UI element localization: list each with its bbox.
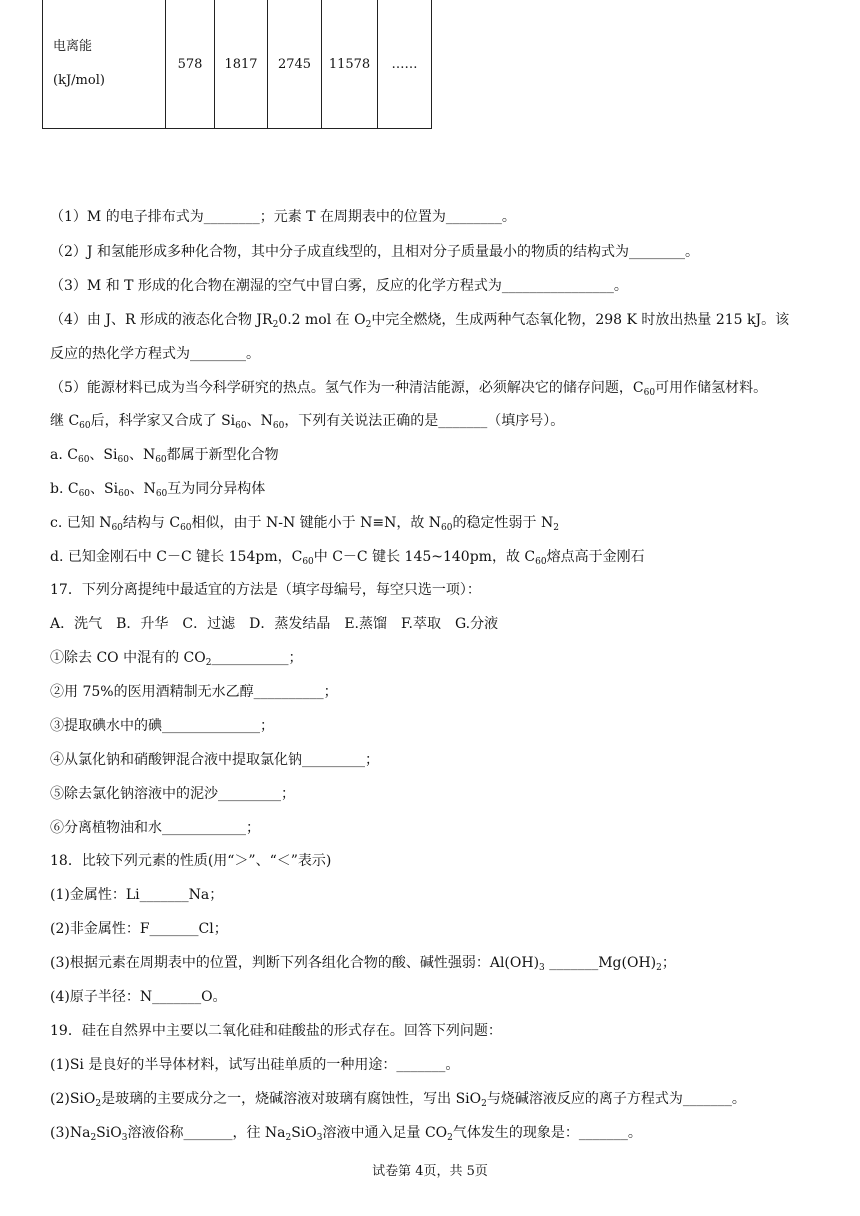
q16-option-d: d. 已知金刚石中 C－C 键长 154pm，$C_{60}$中 C－C 键长 145~140pm，故 $C_{60}$熔点高于金刚石: [50, 549, 645, 567]
q19-item1: (1)Si 是良好的半导体材料，试写出硅单质的一种用途：_______。: [50, 1057, 460, 1073]
q16-part4-line1: （4）由 J、R 形成的液态化合物 $JR_20.2$ mol 在 $O_2$中完全燃烧，生成两种气态氧化物，298 K 时放出热量 215 kJ。该: [50, 312, 790, 330]
q16-part2: （2）J 和氢能形成多种化合物，其中分子成直线型的，且相对分子质量最小的物质的结构式为________。: [50, 244, 699, 260]
q16-part3: （3）M 和 T 形成的化合物在潮湿的空气中冒白雾，反应的化学方程式为________________。: [50, 278, 628, 294]
q17-item6: ⑥分离植物油和水____________；: [50, 820, 260, 836]
table-cell: 578: [166, 0, 215, 129]
row-label-line2: (kJ/mol): [53, 73, 105, 88]
q18-item2: (2)非金属性：F_______Cl；: [50, 921, 228, 937]
row-label: [43, 0, 166, 129]
q18-title: 18．比较下列元素的性质(用“＞”、“＜”表示): [50, 853, 332, 869]
q17-item5: ⑤除去氯化钠溶液中的泥沙_________；: [50, 786, 295, 802]
q19-item3: $(3)Na_2SiO_3$溶液俗称_______，往 $Na_2SiO_3$溶液中通入足量 $CO_2$气体发生的现象是：_______。: [50, 1125, 642, 1143]
q17-item4: ④从氯化钠和硝酸钾混合液中提取氯化钠_________；: [50, 752, 379, 768]
row-label-line1: 电离能: [53, 39, 93, 54]
q19-item2: (2)SiO$_2$是玻璃的主要成分之一，烧碱溶液对玻璃有腐蚀性，写出 SiO$_2$与烧碱溶液反应的离子方程式为_______。: [50, 1091, 746, 1109]
q17-item3: ③提取碘水中的碘______________；: [50, 718, 274, 734]
q16-part5-line1: （5）能源材料已成为当今科学研究的热点。氢气作为一种清洁能源，必须解决它的储存问题，$C_{60}$可用作储氢材料。: [50, 380, 768, 398]
table-cell: 1817: [215, 0, 268, 129]
q17-item1: ①除去 CO 中混有的 $CO_2\_\_\_\_\_\_\_\_\_\_\_$；: [50, 650, 303, 668]
ionization-energy-table: [42, 0, 432, 129]
q16-part4-line2: 反应的热化学方程式为________。: [50, 346, 260, 362]
table-row: [43, 0, 432, 129]
q18-item4: (4)原子半径：N_______O。: [50, 989, 227, 1005]
table-cell: 11578: [322, 0, 378, 129]
q16-part1: （1）M 的电子排布式为________；元素 T 在周期表中的位置为________。: [50, 209, 516, 225]
page-footer: 试卷第 4页，共 5页: [372, 1164, 488, 1179]
q16-option-c: c. 已知 $N_{60}$结构与 $C_{60}$相似，由于 N-N 键能小于 N≡N，故 $N_{60}$的稳定性弱于 $N_2$: [50, 515, 559, 533]
q18-item3: (3)根据元素在周期表中的位置，判断下列各组化合物的酸、碱性强弱：$Al(OH)_3$ $\_\_\_\_\_\_\_Mg(OH)_2$；: [50, 955, 676, 973]
q16-option-a: a. $C_{60}$、$Si_{60}$、$N_{60}$都属于新型化合物: [50, 447, 279, 465]
q17-item2: ②用 75%的医用酒精制无水乙醇__________；: [50, 684, 338, 700]
q16-part5-line2: 继 $C_{60}$后，科学家又合成了 $Si_{60}$、$N_{60}$，下列有关说法正确的是_______（填序号）。: [50, 413, 565, 431]
q16-option-b: b. $C_{60}$、$Si_{60}$、$N_{60}$互为同分异构体: [50, 481, 266, 499]
q19-title: 19．硅在自然界中主要以二氧化硅和硅酸盐的形式存在。回答下列问题：: [50, 1023, 502, 1039]
table-cell: ……: [378, 0, 432, 129]
table-cell: 2745: [268, 0, 322, 129]
q18-item1: (1)金属性：Li_______Na；: [50, 887, 224, 903]
q17-title: 17．下列分离提纯中最适宜的方法是（填字母编号，每空只选一项）：: [50, 582, 481, 598]
q17-options: A．洗气 B．升华 C．过滤 D．蒸发结晶 E.蒸馏 F.萃取 G.分液: [50, 616, 499, 632]
